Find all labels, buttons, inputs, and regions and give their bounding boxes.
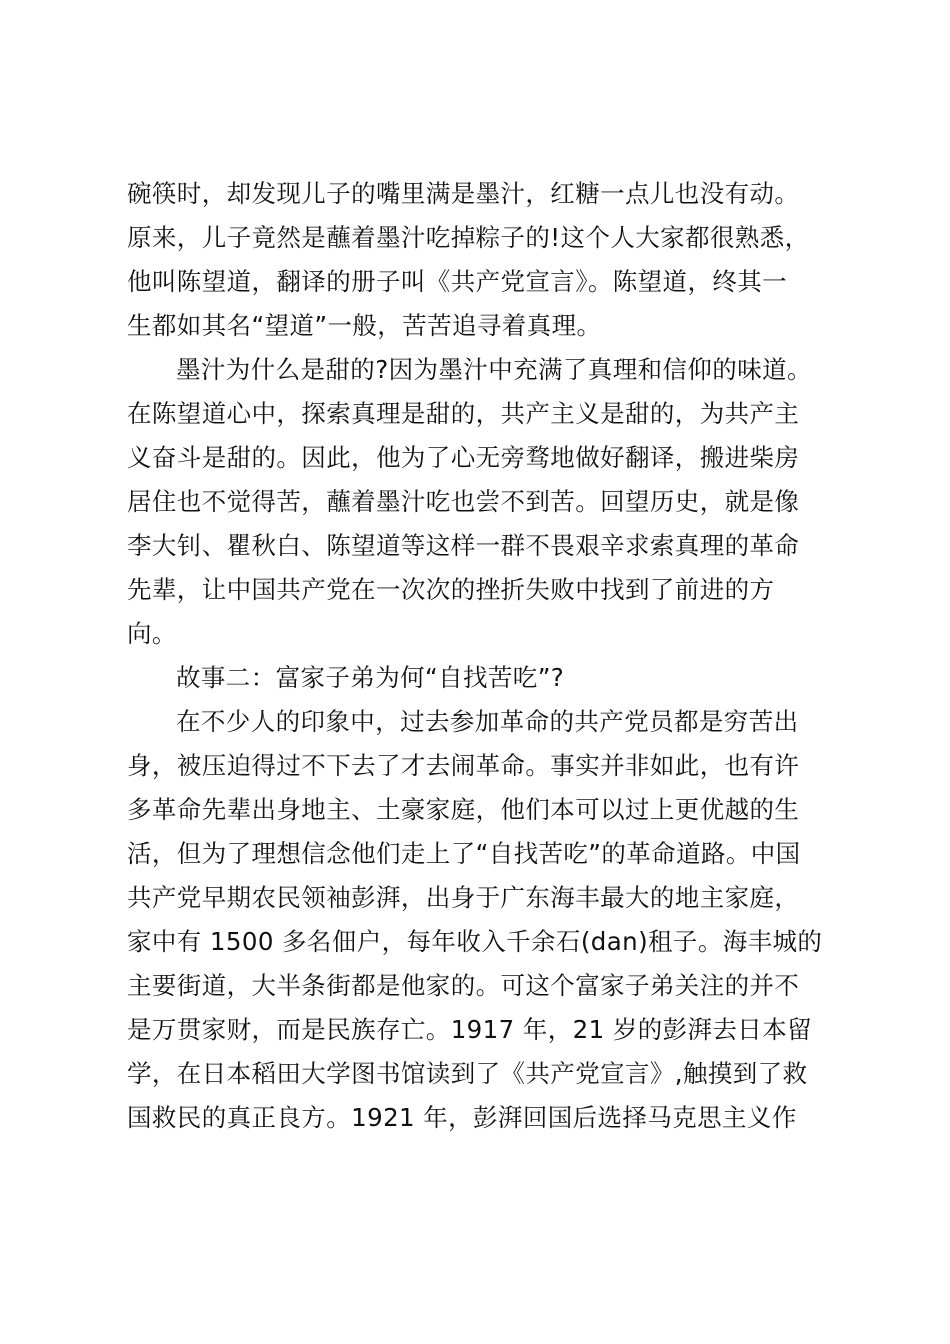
paragraph-first-line: 在不少人的印象中，过去参加革命的共产党员都是穷苦出 (176, 707, 799, 736)
text-line: 生都如其名“望道”一般，苦苦追寻着真理。 (127, 311, 602, 340)
text-line: 活，但为了理想信念他们走上了“自找苦吃”的革命道路。中国 (127, 839, 801, 868)
text-line: 身，被压迫得过不下去了才去闹革命。事实并非如此，也有许 (127, 751, 800, 780)
text-line: 先辈，让中国共产党在一次次的挫折失败中找到了前进的方 (127, 575, 775, 604)
text-line: 是万贯家财，而是民族存亡。1917 年，21 岁的彭湃去日本留 (127, 1015, 812, 1044)
text-line: 碗筷时，却发现儿子的嘴里满是墨汁，红糖一点儿也没有动。 (127, 179, 800, 208)
text-line: 在陈望道心中，探索真理是甜的，共产主义是甜的，为共产主 (127, 399, 800, 428)
text-line: 学，在日本稻田大学图书馆读到了《共产党宣言》,触摸到了救 (127, 1059, 808, 1088)
text-line: 他叫陈望道，翻译的册子叫《共产党宣言》。陈望道，终其一 (127, 267, 788, 296)
text-line: 国救民的真正良方。1921 年，彭湃回国后选择马克思主义作 (127, 1103, 797, 1132)
paragraph-first-line: 墨汁为什么是甜的?因为墨汁中充满了真理和信仰的味道。 (176, 355, 812, 384)
body-text (127, 172, 827, 1140)
text-line: 主要街道，大半条街都是他家的。可这个富家子弟关注的并不 (127, 971, 800, 1000)
text-line: 家中有 1500 多名佃户，每年收入千余石(dan)租子。海丰城的 (127, 927, 823, 956)
section-heading: 故事二：富家子弟为何“自找苦吃”? (176, 663, 565, 692)
text-line: 多革命先辈出身地主、土豪家庭，他们本可以过上更优越的生 (127, 795, 800, 824)
text-line: 义奋斗是甜的。因此，他为了心无旁骛地做好翻译，搬进柴房 (127, 443, 800, 472)
text-line: 居住也不觉得苦，蘸着墨汁吃也尝不到苦。回望历史，就是像 (127, 487, 800, 516)
text-line: 向。 (127, 619, 177, 648)
text-line: 共产党早期农民领袖彭湃，出身于广东海丰最大的地主家庭， (127, 883, 800, 912)
text-line: 原来，儿子竟然是蘸着墨汁吃掉粽子的!这个人大家都很熟悉， (127, 223, 810, 252)
text-line: 李大钊、瞿秋白、陈望道等这样一群不畏艰辛求索真理的革命 (127, 531, 800, 560)
